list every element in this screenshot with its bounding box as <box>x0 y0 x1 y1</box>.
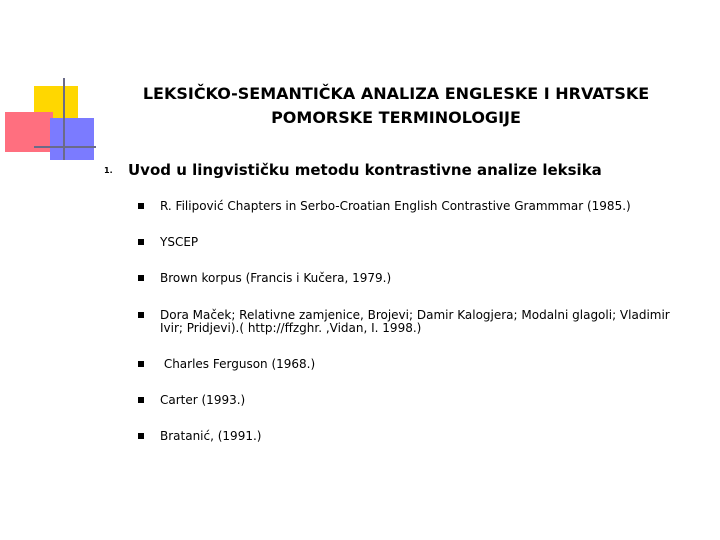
list-item-text: Charles Ferguson (1968.) <box>160 357 316 371</box>
list-item <box>138 309 698 335</box>
blue-square-decoration <box>50 118 94 160</box>
list-item-text: Dora Maček; Relativne zamjenice, Brojevi; Damir Kalogjera; Modalni glagoli; Vladimir <box>160 308 670 322</box>
title-line-2: POMORSKE TERMINOLOGIJE <box>271 108 521 127</box>
slide-title <box>96 82 696 130</box>
list-item-text: Carter (1993.) <box>160 393 246 407</box>
horizontal-line-decoration <box>34 146 96 148</box>
square-bullet-icon <box>138 433 144 439</box>
title-line-1: LEKSIČKO-SEMANTIČKA ANALIZA ENGLESKE I HRVATSKE <box>142 84 650 103</box>
list-item <box>138 236 698 249</box>
square-bullet-icon <box>138 203 144 209</box>
list-item <box>138 430 698 443</box>
list-item <box>138 200 698 213</box>
list-item-text: Brown korpus (Francis i Kučera, 1979.) <box>160 271 392 285</box>
list-item <box>138 394 698 407</box>
list-item <box>138 272 698 285</box>
list-item-text: Bratanić, (1991.) <box>160 429 262 443</box>
main-item-number: 1. <box>104 166 113 175</box>
square-bullet-icon <box>138 361 144 367</box>
list-item-text: R. Filipović Chapters in Serbo-Croatian English Contrastive Grammmar (1985.) <box>160 199 631 213</box>
square-bullet-icon <box>138 397 144 403</box>
square-bullet-icon <box>138 239 144 245</box>
square-bullet-icon <box>138 275 144 281</box>
main-item-text: Uvod u lingvističku metodu kontrastivne analize leksika <box>128 161 602 179</box>
list-item <box>138 358 698 371</box>
list-item-text: YSCEP <box>160 235 199 249</box>
square-bullet-icon <box>138 312 144 318</box>
list-item-text-continued: Ivir; Pridjevi).( http://ffzghr. ,Vidan, I. 1998.) <box>160 321 422 335</box>
